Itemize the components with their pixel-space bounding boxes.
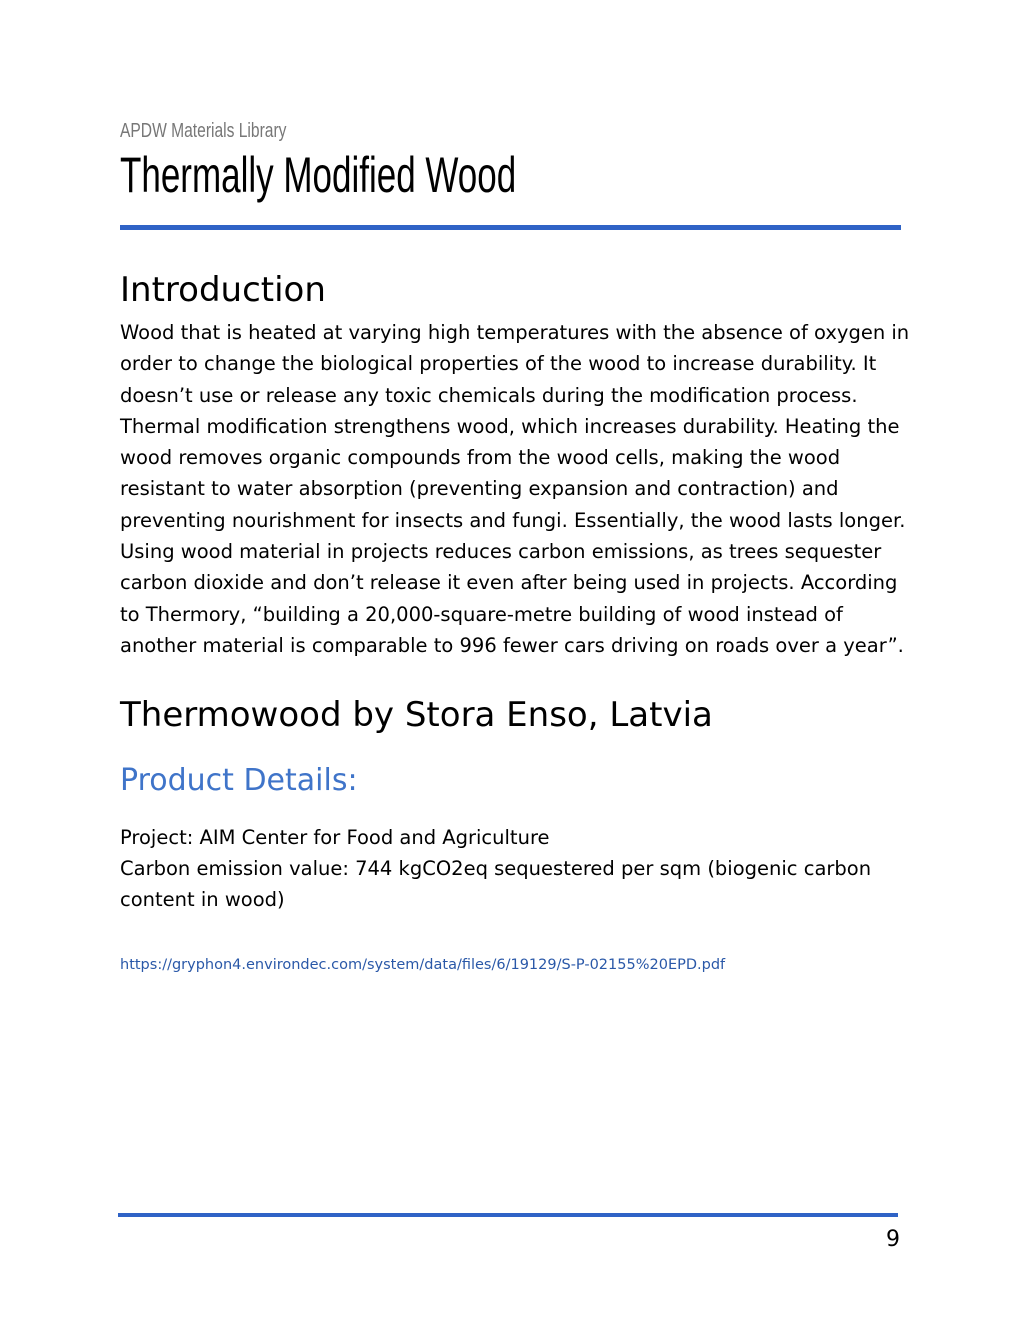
product-heading: Thermowood by Stora Enso, Latvia: [120, 695, 713, 735]
project-line: Project: AIM Center for Food and Agriculture: [120, 826, 550, 849]
product-details-heading: Product Details:: [120, 763, 358, 798]
introduction-body: Wood that is heated at varying high temperatures with the absence of oxygen in order to change the biological properties of the wood to increase durability. It doesn’t use or release any toxic chemicals during the modification process. Thermal modification strengthens wood, which increases durability. Heating the wood removes organic compounds from the wood cells, making the wood resistant to water absorption (preventing expansion and contraction) and preventing nourishment for insects and fungi. Essentially, the wood lasts longer. Using wood material in projects reduces carbon emissions, as trees sequester carbon dioxide and don’t release it even after being used in projects. According to Thermory, “building a 20,000-square-metre building of wood instead of another material is comparable to 996 fewer cars driving on roads over a year”.: [120, 321, 910, 657]
header-divider: [120, 225, 901, 230]
page-title: Thermally Modified Wood: [120, 147, 517, 203]
introduction-heading: Introduction: [120, 270, 326, 310]
carbon-emission-line: Carbon emission value: 744 kgCO2eq sequestered per sqm (biogenic carbon content in wood): [120, 857, 872, 912]
page-number: 9: [886, 1227, 900, 1252]
epd-link[interactable]: https://gryphon4.environdec.com/system/data/files/6/19129/S-P-02155%20EPD.pdf: [120, 957, 726, 973]
footer-divider: [118, 1213, 898, 1217]
library-name: APDW Materials Library: [120, 120, 287, 142]
